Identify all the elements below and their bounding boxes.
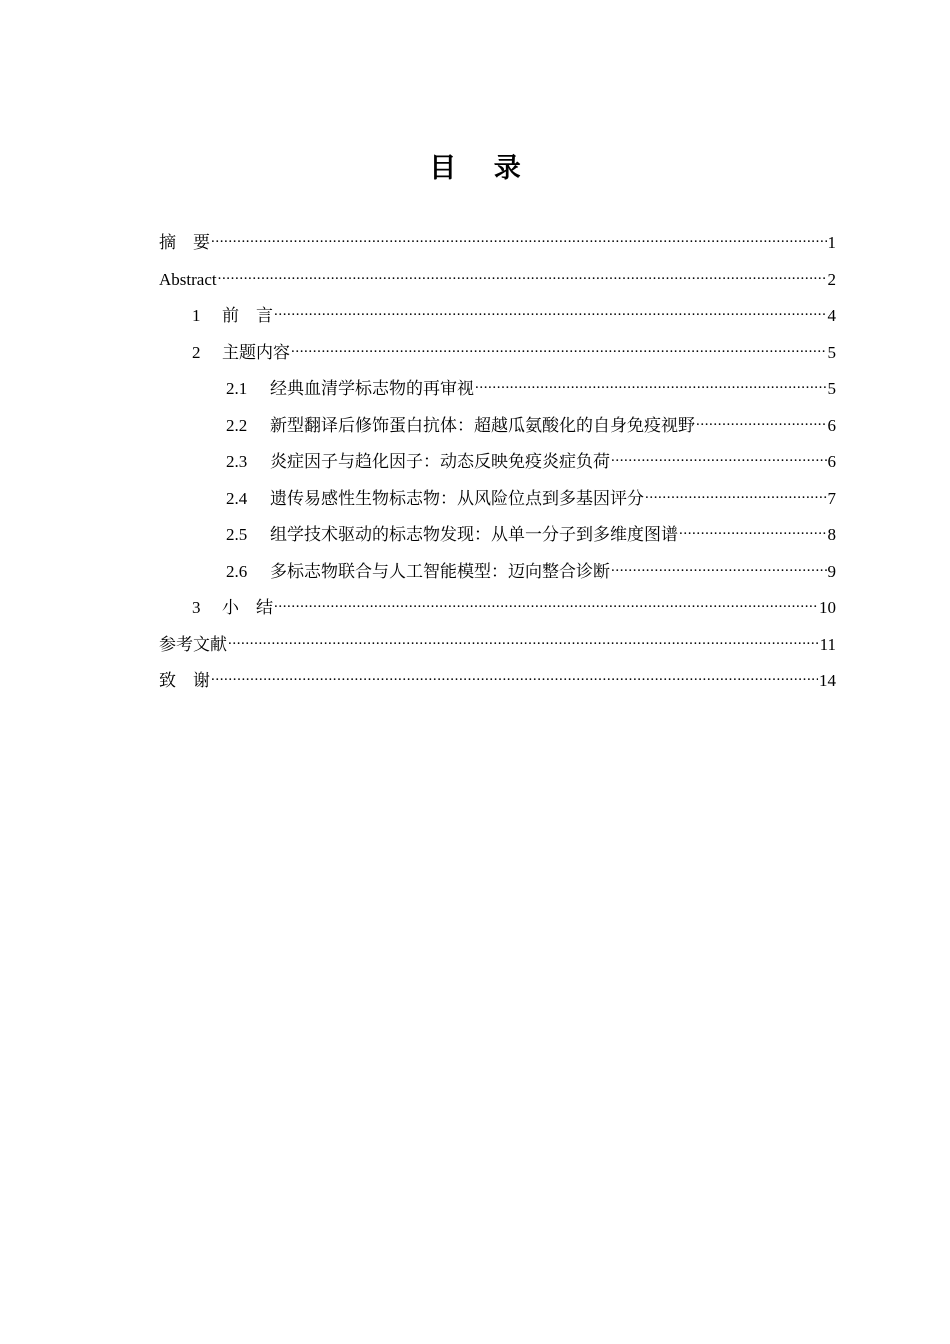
toc-entry-number: 2 bbox=[192, 342, 201, 362]
toc-entry-2-2[interactable] bbox=[159, 411, 836, 448]
toc-entry-2-5[interactable] bbox=[159, 520, 836, 557]
toc-leader-dots bbox=[475, 374, 827, 394]
toc-entry-2-1[interactable] bbox=[159, 374, 836, 411]
toc-entry-summary[interactable] bbox=[159, 593, 836, 630]
toc-page-number: 11 bbox=[819, 634, 836, 654]
toc-leader-dots bbox=[291, 338, 827, 358]
toc-leader-dots bbox=[645, 484, 827, 504]
toc-leader-dots bbox=[218, 265, 827, 285]
toc-page-number: 2 bbox=[827, 269, 836, 289]
toc-leader-dots bbox=[274, 593, 818, 613]
toc-page-number: 5 bbox=[827, 342, 836, 362]
toc-entry-number: 3 bbox=[192, 598, 201, 617]
toc-entry-number: 2.5 bbox=[226, 525, 248, 544]
toc-entry-abstract-en[interactable] bbox=[159, 265, 836, 302]
toc-page-number: 6 bbox=[827, 415, 836, 435]
toc-leader-dots bbox=[211, 666, 818, 686]
toc-entry-2-4[interactable] bbox=[159, 484, 836, 521]
toc-entry-text: 新型翻译后修饰蛋白抗体：超越瓜氨酸化的自身免疫视野 bbox=[270, 415, 695, 436]
toc-entry-number: 2.2 bbox=[226, 415, 248, 435]
toc-leader-dots bbox=[611, 557, 827, 577]
toc-leader-dots bbox=[228, 630, 819, 650]
toc-entry-2-3[interactable] bbox=[159, 447, 836, 484]
toc-entry-acknowledgements[interactable] bbox=[159, 666, 836, 703]
toc-leader-dots bbox=[211, 228, 827, 248]
toc-entry-main-content[interactable] bbox=[159, 338, 836, 375]
toc-entry-introduction[interactable] bbox=[159, 301, 836, 338]
toc-entry-text: 摘 要 bbox=[159, 233, 210, 253]
toc-entry-number: 2.4 bbox=[226, 488, 248, 508]
toc-list bbox=[159, 228, 836, 703]
toc-entry-text: 经典血清学标志物的再审视 bbox=[270, 379, 474, 399]
toc-page-number: 14 bbox=[819, 671, 836, 690]
toc-entry-text: 组学技术驱动的标志物发现：从单一分子到多维度图谱 bbox=[270, 525, 678, 545]
toc-entry-text: 致 谢 bbox=[159, 671, 210, 691]
toc-leader-dots bbox=[611, 447, 827, 467]
toc-entry-text: Abstract bbox=[159, 269, 217, 289]
toc-entry-text: 多标志物联合与人工智能模型：迈向整合诊断 bbox=[270, 561, 610, 582]
toc-entry-number: 2.3 bbox=[226, 452, 248, 471]
toc-entry-text: 遗传易感性生物标志物：从风险位点到多基因评分 bbox=[270, 488, 644, 509]
toc-entry-number: 1 bbox=[192, 306, 201, 325]
toc-entry-text: 前 言 bbox=[222, 306, 273, 326]
toc-entry-text: 参考文献 bbox=[159, 634, 227, 655]
toc-page-number: 5 bbox=[827, 379, 836, 398]
toc-entry-text: 小 结 bbox=[222, 598, 273, 618]
toc-entry-references[interactable] bbox=[159, 630, 836, 667]
toc-entry-text: 炎症因子与趋化因子：动态反映免疫炎症负荷 bbox=[270, 452, 610, 472]
toc-entry-number: 2.1 bbox=[226, 379, 248, 398]
toc-leader-dots bbox=[696, 411, 827, 431]
toc-page-number: 8 bbox=[827, 525, 836, 544]
toc-page-number: 10 bbox=[819, 598, 836, 617]
toc-entry-2-6[interactable] bbox=[159, 557, 836, 594]
toc-entry-text: 主题内容 bbox=[222, 342, 290, 363]
toc-page-number: 9 bbox=[827, 561, 836, 581]
toc-page-number: 1 bbox=[827, 233, 836, 252]
toc-leader-dots bbox=[679, 520, 827, 540]
toc-leader-dots bbox=[274, 301, 827, 321]
toc-entry-abstract-cn[interactable] bbox=[159, 228, 836, 265]
toc-page-number: 7 bbox=[827, 488, 836, 508]
toc-title: 目 录 bbox=[429, 153, 535, 184]
toc-entry-number: 2.6 bbox=[226, 561, 248, 581]
toc-page-number: 6 bbox=[827, 452, 836, 471]
toc-page-number: 4 bbox=[827, 306, 836, 325]
